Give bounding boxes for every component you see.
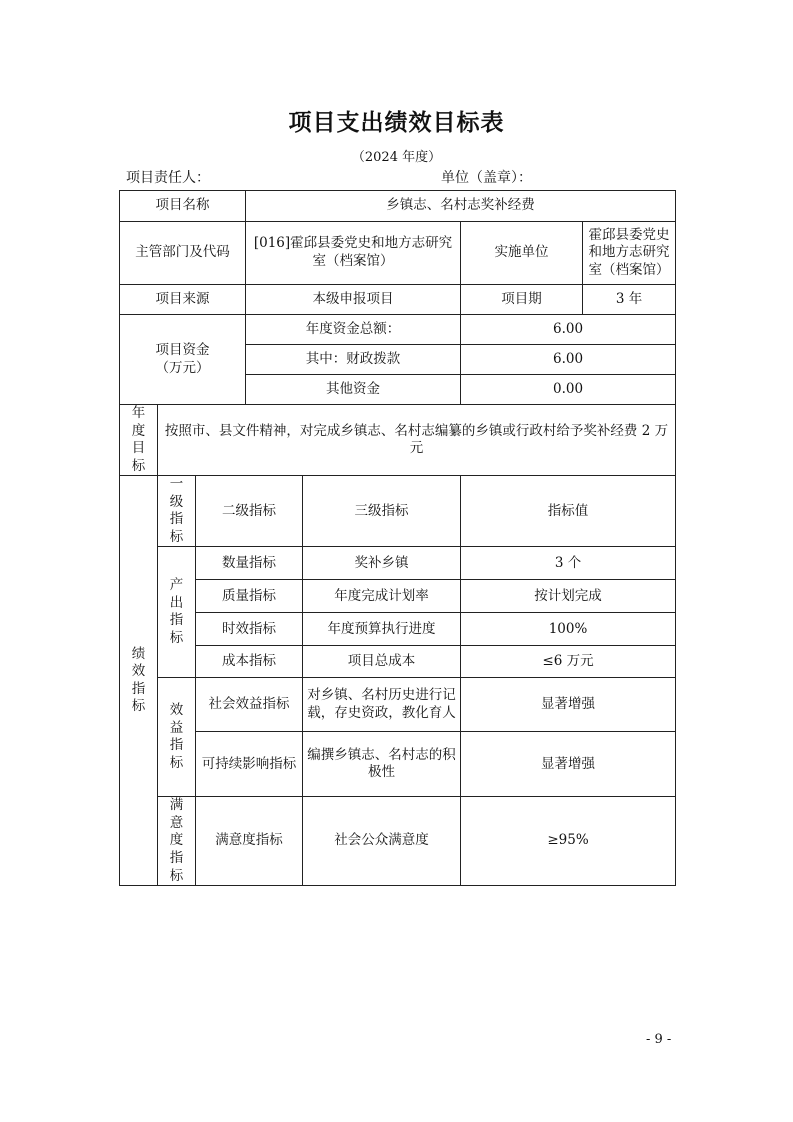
unit-label: 单位（盖章）： xyxy=(441,170,532,186)
value-cell: ≤6 万元 xyxy=(461,646,676,678)
funds-label: 项目资金（万元） xyxy=(120,315,246,405)
level3-cell: 年度预算执行进度 xyxy=(303,613,461,646)
level3-cell: 编撰乡镇志、名村志的积极性 xyxy=(303,732,461,797)
funds-total-label: 年度资金总额： xyxy=(246,315,461,345)
output-indicator-label: 产出指标 xyxy=(158,547,196,678)
level2-cell: 质量指标 xyxy=(196,580,303,613)
page-number: - 9 - xyxy=(646,1032,672,1047)
period-label: 项目期 xyxy=(461,285,583,315)
value-header: 指标值 xyxy=(461,476,676,547)
value-cell: 3 个 xyxy=(461,547,676,580)
level3-cell: 对乡镇、名村历史进行记载，存史资政，教化育人 xyxy=(303,678,461,732)
impl-unit-value: 霍邱县委党史和地方志研究室（档案馆） xyxy=(583,222,676,285)
funds-total-value: 6.00 xyxy=(461,315,676,345)
table-row xyxy=(120,678,676,732)
performance-table xyxy=(119,190,676,886)
value-cell: 显著增强 xyxy=(461,732,676,797)
level3-cell: 社会公众满意度 xyxy=(303,797,461,886)
level2-cell: 社会效益指标 xyxy=(196,678,303,732)
value-cell: ≥95% xyxy=(461,797,676,886)
impl-unit-label: 实施单位 xyxy=(461,222,583,285)
goal-label: 年度目标 xyxy=(120,405,158,476)
value-cell: 100% xyxy=(461,613,676,646)
level2-cell: 满意度指标 xyxy=(196,797,303,886)
level3-cell: 奖补乡镇 xyxy=(303,547,461,580)
funds-other-label: 其他资金 xyxy=(246,375,461,405)
level1-header: 一级指标 xyxy=(158,476,196,547)
table-row xyxy=(120,797,676,886)
page-title: 项目支出绩效目标表 xyxy=(288,109,505,136)
project-name-value: 乡镇志、名村志奖补经费 xyxy=(246,191,676,222)
table-row xyxy=(120,646,676,678)
level2-cell: 可持续影响指标 xyxy=(196,732,303,797)
table-row xyxy=(120,580,676,613)
dept-value: [016]霍邱县委党史和地方志研究室（档案馆） xyxy=(246,222,461,285)
table-row xyxy=(120,613,676,646)
value-cell: 显著增强 xyxy=(461,678,676,732)
level2-header: 二级指标 xyxy=(196,476,303,547)
year-label: （2024 年度） xyxy=(351,150,442,165)
level2-cell: 成本指标 xyxy=(196,646,303,678)
value-cell: 按计划完成 xyxy=(461,580,676,613)
level2-cell: 数量指标 xyxy=(196,547,303,580)
source-label: 项目来源 xyxy=(120,285,246,315)
level3-header: 三级指标 xyxy=(303,476,461,547)
satisfaction-indicator-label: 满意度指标 xyxy=(158,797,196,886)
funds-other-value: 0.00 xyxy=(461,375,676,405)
goal-text: 按照市、县文件精神，对完成乡镇志、名村志编纂的乡镇或行政村给予奖补经费 2 万元 xyxy=(158,405,676,476)
level3-cell: 年度完成计划率 xyxy=(303,580,461,613)
benefit-indicator-label: 效益指标 xyxy=(158,678,196,797)
indicators-label: 绩效指标 xyxy=(120,476,158,886)
level3-cell: 项目总成本 xyxy=(303,646,461,678)
funds-fiscal-value: 6.00 xyxy=(461,345,676,375)
table-row xyxy=(120,547,676,580)
period-value: 3 年 xyxy=(583,285,676,315)
funds-fiscal-label: 其中：财政拨款 xyxy=(246,345,461,375)
responsible-label: 项目责任人： xyxy=(126,170,210,186)
table-row xyxy=(120,732,676,797)
project-name-label: 项目名称 xyxy=(120,191,246,222)
source-value: 本级申报项目 xyxy=(246,285,461,315)
level2-cell: 时效指标 xyxy=(196,613,303,646)
dept-label: 主管部门及代码 xyxy=(120,222,246,285)
